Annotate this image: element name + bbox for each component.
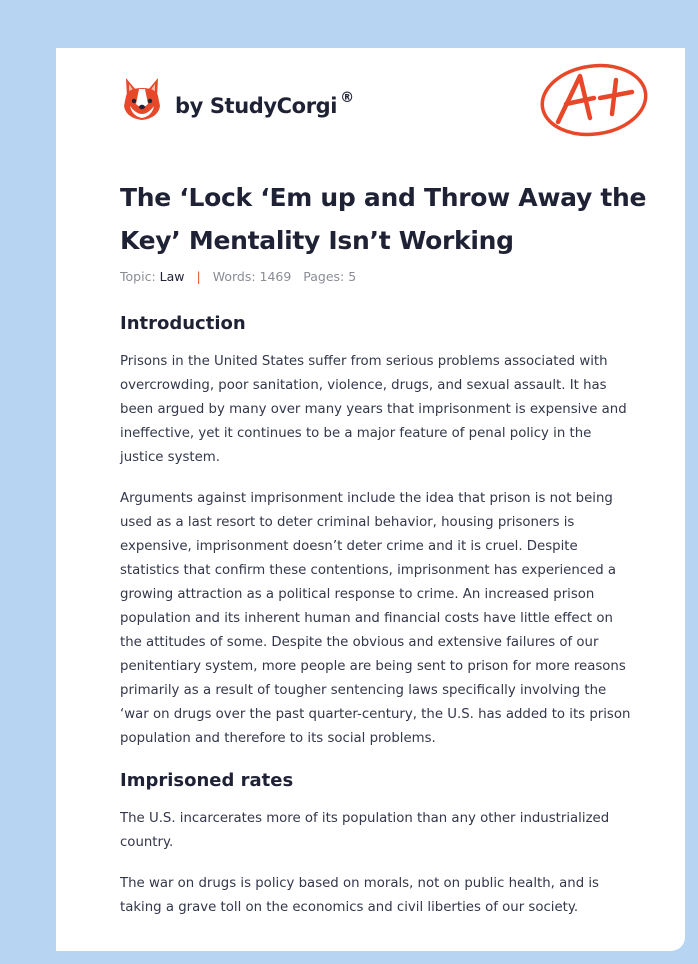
- essay-meta: [120, 269, 356, 284]
- brand-name: [175, 90, 354, 118]
- paragraph: The U.S. incarcerates more of its population than any other industrialized country.: [120, 811, 610, 850]
- grade-mark-text: A+: [594, 108, 596, 109]
- words-count: 1469: [259, 269, 292, 284]
- pages-label: Pages:: [303, 269, 345, 284]
- topic-label: Topic:: [120, 269, 156, 284]
- pages-count: 5: [348, 269, 357, 284]
- words-label: Words:: [212, 269, 256, 284]
- paragraph: Arguments against imprisonment include the idea that prison is not being used as a last resort to deter criminal behavior, housing prisoners is expensive, imprisonment doesn’t deter crime and it is cruel. Despite statistics that confirm these contentions, imprisonment has experienced a growing attraction as a political response to crime. An increased prison population and its inherent human and financial costs have little effect on the attitudes of some. Despite the obvious and extensive failures of our penitentiary system, more people are being sent to prison for more reasons primarily as a result of tougher sentencing laws specifically involving the ‘war on drugs over the past quarter-century, the U.S. has added to its prison population and therefore to its social problems.: [120, 491, 631, 746]
- section-heading-introduction: Introduction: [120, 313, 246, 334]
- section-heading-imprisoned-rates: Imprisoned rates: [120, 770, 294, 791]
- registered-mark: ®: [340, 90, 354, 106]
- grade-a-plus-icon: [536, 58, 652, 140]
- paragraph: Prisons in the United States suffer from serious problems associated with overcrowding, poor sanitation, violence, drugs, and sexual assault. It has been argued by many over many years that imprisonment is expensive and ineffective, yet it continues to be a major feature of penal policy in the justice system.: [120, 354, 627, 465]
- topic-link[interactable]: Law: [159, 269, 185, 284]
- paragraph: The war on drugs is policy based on morals, not on public health, and is taking a grave toll on the economics and civil liberties of our society.: [120, 876, 599, 915]
- brand-text: by StudyCorgi: [175, 94, 338, 118]
- document-page: [56, 48, 685, 951]
- corgi-logo-icon: [122, 76, 162, 122]
- meta-separator: |: [196, 269, 201, 284]
- essay-body: [120, 311, 636, 920]
- essay-title: The ‘Lock ‘Em up and Throw Away the Key’ Mentality Isn’t Working: [120, 183, 647, 255]
